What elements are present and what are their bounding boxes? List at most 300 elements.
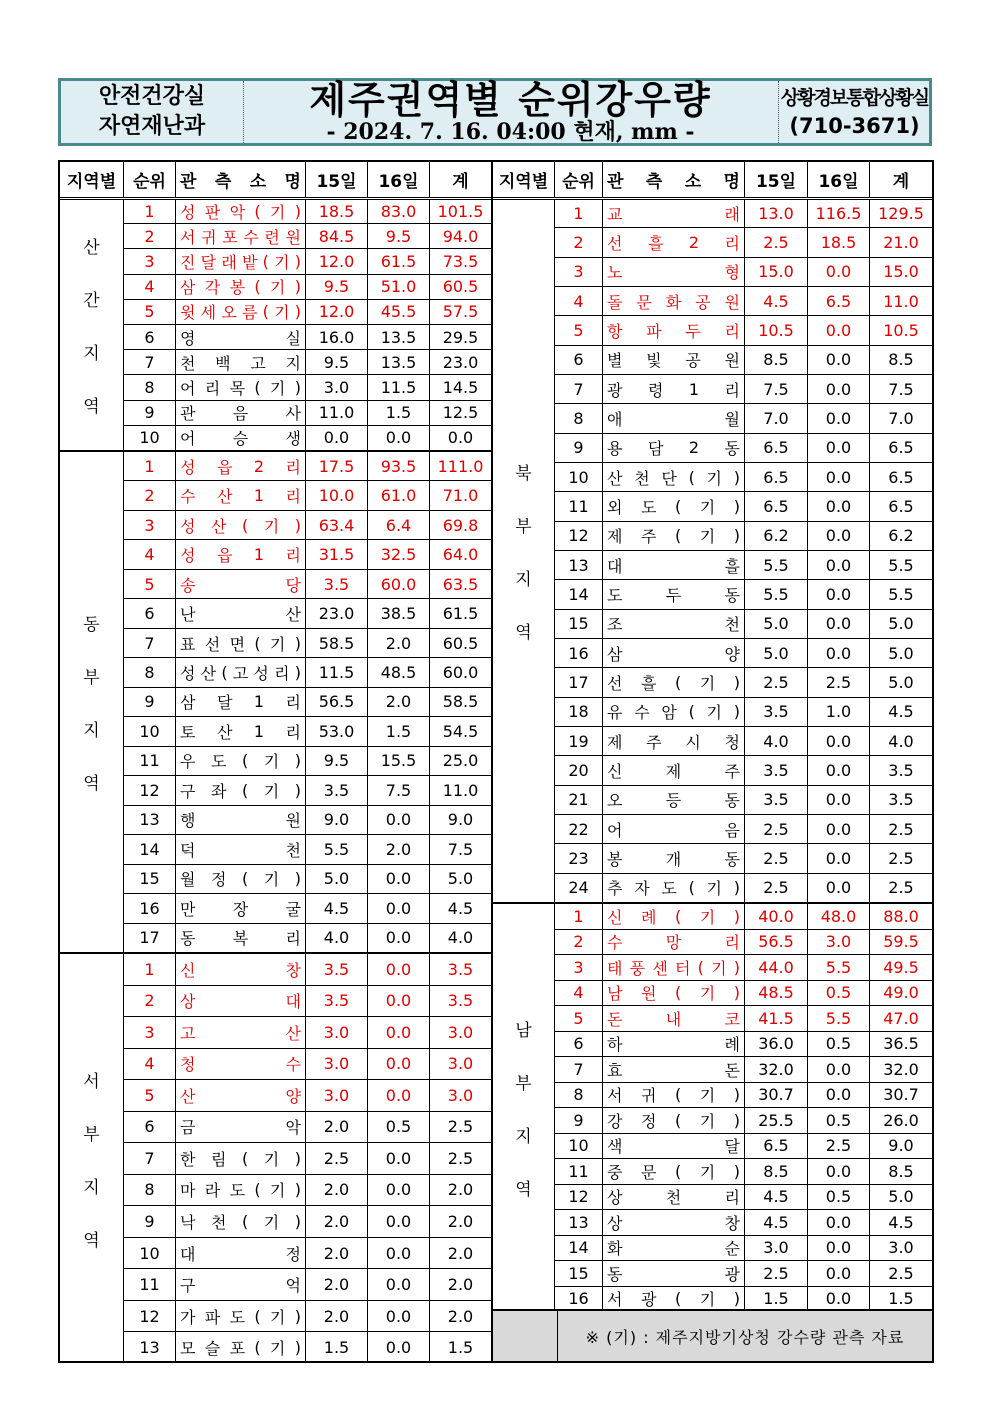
total-cell: 3.0: [447, 1085, 474, 1105]
day15-cell: 18.5: [306, 199, 368, 223]
header-region-label: 지역별: [66, 172, 117, 192]
total-cell: 6.5: [888, 467, 914, 487]
station-name-char: 담: [647, 439, 664, 459]
day16-cell: 0.0: [368, 806, 430, 834]
day15-cell: 10.5: [745, 316, 808, 344]
station-name-char: (: [674, 1289, 682, 1309]
day15-cell: 5.0: [745, 639, 808, 667]
total-cell: 88.0: [883, 906, 919, 926]
day15-cell: 8.5: [745, 1159, 808, 1184]
table-row: [124, 747, 491, 776]
station-name-cell: [603, 1006, 745, 1031]
header-station-char: 소: [684, 172, 702, 192]
station-name-char: 덕: [180, 840, 196, 860]
rank-cell: 2: [124, 986, 176, 1017]
rank-cell: 13: [124, 806, 176, 834]
station-name-cell: [603, 1108, 745, 1133]
station-name-cell: [603, 258, 745, 286]
table-row: [555, 955, 932, 981]
table-row: [124, 717, 491, 746]
rank-cell: 12: [124, 1301, 176, 1332]
rank-cell: 14: [555, 580, 603, 608]
day15-cell: 17.5: [306, 452, 368, 480]
station-name-char: 기: [706, 703, 722, 723]
rank-cell: 23: [555, 844, 603, 872]
station-name-char: 중: [607, 1162, 623, 1182]
header-region-label: 지역별: [498, 172, 549, 192]
day16-cell: 60.0: [368, 570, 430, 598]
day16-cell: 0.5: [808, 1185, 870, 1210]
region-char: 남: [515, 1020, 532, 1041]
station-name-char: 문: [640, 1162, 657, 1182]
page-title: 제주권역별 순위강우량: [309, 78, 712, 122]
station-name-char: (: [254, 1180, 261, 1200]
station-name-char: 광: [724, 1264, 740, 1284]
station-name-char: 자: [634, 879, 650, 899]
station-name-char: 2: [253, 456, 265, 476]
total-cell: 3.0: [888, 1238, 914, 1258]
rank-cell: 7: [124, 629, 176, 657]
total-cell: 2.5: [888, 878, 914, 898]
day15-cell: 12.0: [306, 300, 368, 324]
station-name-char: 리: [724, 1188, 740, 1208]
rank-cell: 14: [555, 1236, 603, 1261]
rank-cell: 10: [555, 463, 603, 491]
station-name-cell: [603, 844, 745, 872]
department-box: [61, 81, 244, 143]
day16-cell: 1.5: [368, 717, 430, 745]
table-row: [555, 639, 932, 668]
station-name-char: 당: [285, 575, 301, 595]
header-station-char: 관: [180, 172, 197, 192]
table-row: [555, 610, 932, 639]
day15-cell: 31.5: [306, 540, 368, 568]
header-day16: [808, 162, 870, 197]
station-name-char: 천: [634, 468, 650, 488]
total-cell: 1.5: [888, 1289, 914, 1309]
day16-cell: 51.0: [368, 275, 430, 299]
station-name-char: 흘: [647, 233, 664, 253]
rank-cell: 7: [555, 1057, 603, 1082]
station-name-char: 서: [607, 1290, 623, 1310]
day15-cell: 3.5: [306, 986, 368, 1017]
station-name-char: 동: [724, 849, 740, 869]
station-name-char: 도: [607, 585, 623, 605]
total-cell: 14.5: [442, 378, 479, 398]
rank-cell: 17: [124, 924, 176, 952]
table-row: [555, 756, 932, 785]
station-name-cell: [176, 894, 306, 922]
total-cell: 58.5: [442, 692, 479, 712]
station-name-char: 시: [685, 732, 701, 752]
rank-cell: 5: [124, 300, 176, 324]
station-name-char: (: [241, 1212, 249, 1232]
day16-cell: 0.0: [808, 874, 870, 902]
station-name-cell: [603, 463, 745, 491]
header-station-char: 명: [723, 172, 740, 192]
station-name-cell: [603, 522, 745, 550]
day16-cell: 13.5: [368, 325, 430, 349]
day16-cell: 83.0: [368, 199, 430, 223]
rank-cell: 8: [555, 404, 603, 432]
station-name-char: 개: [665, 849, 682, 869]
total-cell: 5.0: [888, 672, 914, 692]
rank-cell: 8: [124, 1175, 176, 1206]
day15-cell: 32.0: [745, 1057, 808, 1082]
station-name-char: 령: [647, 380, 664, 400]
day16-cell: 0.0: [808, 551, 870, 579]
day16-cell: 0.5: [808, 981, 870, 1006]
station-name-char: (: [688, 702, 695, 722]
table-row: [124, 835, 491, 864]
station-name-char: 1: [253, 692, 265, 712]
station-name-char: (: [262, 252, 269, 271]
station-name-char: ): [294, 1212, 301, 1232]
day15-cell: 9.5: [306, 350, 368, 374]
table-row: [124, 1238, 491, 1270]
station-name-char: 강: [607, 1111, 623, 1131]
station-name-char: 리: [274, 664, 290, 684]
rank-cell: 6: [124, 325, 176, 349]
station-name-cell: [176, 806, 306, 834]
region-char: 산: [83, 237, 100, 258]
total-cell: 71.0: [442, 486, 479, 506]
station-name-char: 례: [724, 1035, 740, 1055]
station-name-cell: [603, 346, 745, 374]
station-name-char: 포: [222, 227, 238, 247]
table-row: [555, 287, 932, 316]
total-cell: 3.5: [888, 760, 914, 780]
station-name-char: ): [294, 515, 301, 535]
rank-cell: 2: [124, 224, 176, 248]
station-name-cell: [176, 629, 306, 657]
total-cell: 5.5: [888, 584, 914, 604]
rank-cell: 9: [124, 1206, 176, 1237]
station-name-char: 밭: [241, 253, 258, 272]
station-name-char: 성: [180, 516, 196, 536]
day16-cell: 0.0: [368, 426, 430, 450]
department-line2: 자연재난과: [98, 114, 206, 139]
rank-cell: 2: [555, 930, 603, 955]
table-row: [124, 629, 491, 658]
station-name-cell: [176, 325, 306, 349]
station-name-cell: [176, 835, 306, 863]
day15-cell: 4.0: [306, 924, 368, 952]
rank-cell: 10: [124, 1238, 176, 1269]
rank-cell: 16: [555, 639, 603, 667]
station-name-char: 리: [724, 933, 740, 953]
station-name-char: 광: [607, 380, 623, 400]
station-name-cell: [603, 639, 745, 667]
station-name-char: (: [674, 672, 682, 692]
header-station-char: 측: [214, 172, 232, 192]
station-name-char: ): [294, 869, 301, 889]
station-name-cell: [176, 1017, 306, 1048]
total-cell: 47.0: [883, 1008, 919, 1028]
day16-cell: 1.0: [808, 698, 870, 726]
total-cell: 2.5: [447, 1117, 474, 1137]
table-row: [124, 1017, 491, 1049]
table-row: [124, 570, 491, 599]
station-name-char: 산: [216, 487, 233, 507]
total-cell: 26.0: [883, 1110, 919, 1130]
station-name-cell: [176, 1049, 306, 1080]
station-name-char: 주: [640, 527, 657, 547]
station-name-char: (: [674, 983, 682, 1003]
station-name-char: 우: [180, 752, 196, 772]
station-name-char: (: [241, 1148, 249, 1168]
station-name-char: 사: [285, 404, 301, 424]
station-name-cell: [176, 717, 306, 745]
station-name-char: 주: [724, 761, 740, 781]
day15-cell: 56.5: [745, 930, 808, 955]
total-cell: 64.0: [442, 545, 479, 565]
station-name-char: 기: [699, 907, 716, 927]
header-rank: [555, 162, 603, 197]
day16-cell: 0.5: [808, 1108, 870, 1133]
rank-cell: 1: [124, 954, 176, 985]
station-name-char: 기: [706, 879, 722, 899]
day15-cell: 7.0: [745, 404, 808, 432]
day15-cell: 2.5: [745, 844, 808, 872]
day16-cell: 0.0: [808, 1261, 870, 1286]
day16-cell: 0.0: [808, 727, 870, 755]
day16-cell: 48.5: [368, 658, 430, 686]
station-name-cell: [603, 668, 745, 696]
table-row: [555, 930, 932, 956]
station-name-char: 천: [210, 1213, 227, 1233]
rank-cell: 13: [124, 1332, 176, 1363]
region-group: [60, 199, 491, 452]
station-name-char: 망: [665, 933, 682, 953]
rank-cell: 5: [124, 570, 176, 598]
table-row: [124, 540, 491, 569]
total-cell: 2.5: [888, 848, 914, 868]
station-name-char: 송: [180, 575, 196, 595]
table-row: [124, 300, 491, 325]
day16-cell: 0.0: [808, 844, 870, 872]
total-cell: 60.5: [442, 633, 479, 653]
day15-cell: 3.0: [306, 375, 368, 399]
rank-cell: 2: [124, 481, 176, 509]
total-cell: 101.5: [437, 201, 484, 221]
office-phone: (710-3671): [789, 114, 920, 138]
rank-cell: 1: [555, 199, 603, 227]
station-name-char: 화: [665, 292, 682, 312]
station-name-char: 동: [180, 929, 196, 949]
station-name-cell: [176, 275, 306, 299]
total-cell: 2.5: [888, 819, 914, 839]
station-name-char: 승: [232, 429, 249, 449]
table-row: [124, 954, 491, 986]
table-row: [555, 522, 932, 551]
station-name-char: (: [254, 1338, 261, 1358]
total-cell: 7.5: [447, 839, 474, 859]
station-name-char: (: [241, 751, 249, 771]
total-cell: 2.0: [447, 1212, 474, 1232]
station-name-char: 달: [200, 253, 217, 272]
station-name-char: ): [733, 1161, 740, 1181]
station-name-char: 단: [661, 468, 677, 488]
day15-cell: 4.5: [745, 1185, 808, 1210]
station-name-cell: [176, 570, 306, 598]
table-row: [555, 434, 932, 463]
station-name-cell: [176, 199, 306, 223]
total-cell: 2.0: [447, 1306, 474, 1326]
station-name-char: 리: [285, 457, 301, 477]
rank-cell: 13: [555, 551, 603, 579]
table-row: [555, 316, 932, 345]
station-name-char: 상: [607, 1188, 623, 1208]
station-name-char: 도: [229, 1181, 246, 1201]
day15-cell: 12.0: [306, 249, 368, 273]
header-total-label: 계: [892, 172, 910, 192]
station-name-char: 난: [180, 605, 196, 625]
rank-cell: 19: [555, 727, 603, 755]
table-row: [555, 698, 932, 727]
station-name-char: 원: [724, 292, 740, 312]
station-name-cell: [603, 904, 745, 929]
day16-cell: 0.0: [368, 1143, 430, 1174]
total-cell: 5.0: [888, 614, 914, 634]
day15-cell: 3.0: [306, 1049, 368, 1080]
total-cell: 49.5: [883, 957, 919, 977]
station-name-char: 월: [724, 409, 740, 429]
region-char: 부: [515, 516, 532, 537]
total-cell: 0.0: [447, 428, 474, 448]
region-group: [493, 904, 932, 1313]
station-name-char: 센: [652, 958, 668, 978]
station-name-char: 림: [210, 1149, 227, 1169]
station-name-cell: [176, 776, 306, 804]
day15-cell: 2.0: [306, 1238, 368, 1269]
station-name-char: 기: [699, 1111, 716, 1131]
station-name-char: 양: [285, 1086, 301, 1106]
day16-cell: 1.5: [368, 401, 430, 425]
total-cell: 5.0: [447, 869, 474, 889]
footnote-blank-cell: [493, 1311, 558, 1361]
rank-cell: 3: [124, 249, 176, 273]
table-row: [124, 375, 491, 400]
station-name-char: 동: [607, 1264, 623, 1284]
station-name-char: 1: [253, 486, 265, 506]
station-name-char: 기: [263, 1213, 280, 1233]
station-name-cell: [603, 1185, 745, 1210]
station-name-char: 기: [699, 527, 716, 547]
total-cell: 6.2: [888, 526, 914, 546]
table-header-row: [493, 162, 932, 200]
station-name-char: 만: [180, 899, 196, 919]
day15-cell: 5.5: [745, 580, 808, 608]
station-rows: [124, 199, 491, 450]
station-name-char: 기: [263, 781, 280, 801]
station-name-char: ): [294, 633, 301, 653]
station-name-cell: [176, 688, 306, 716]
table-row: [124, 924, 491, 952]
day16-cell: 0.0: [808, 815, 870, 843]
day15-cell: 2.0: [306, 1112, 368, 1143]
station-name-char: 리: [285, 929, 301, 949]
station-name-char: 항: [607, 321, 623, 341]
day15-cell: 84.5: [306, 224, 368, 248]
region-char: 부: [515, 1073, 532, 1094]
day15-cell: 5.0: [306, 865, 368, 893]
header-station-char: 측: [645, 172, 663, 192]
station-name-char: 효: [607, 1060, 623, 1080]
rank-cell: 16: [124, 894, 176, 922]
table-body: [60, 199, 491, 1361]
day15-cell: 48.5: [745, 981, 808, 1006]
total-cell: 30.7: [883, 1085, 919, 1105]
station-name-char: 공: [695, 292, 711, 312]
total-cell: 4.5: [447, 898, 474, 918]
region-label: [60, 954, 124, 1363]
station-name-char: 기: [699, 1086, 716, 1106]
day16-cell: 0.0: [808, 1210, 870, 1235]
station-name-char: 동: [724, 439, 740, 459]
rank-cell: 12: [124, 776, 176, 804]
total-cell: 5.0: [888, 643, 914, 663]
station-name-char: 산: [200, 664, 217, 684]
station-name-char: 유: [607, 703, 623, 723]
station-name-char: 파: [646, 321, 662, 341]
total-cell: 59.5: [883, 932, 919, 952]
station-name-char: 귀: [640, 1086, 657, 1106]
total-cell: 2.0: [447, 1275, 474, 1295]
station-name-char: 목: [229, 379, 246, 399]
station-name-char: 성: [253, 664, 269, 684]
total-cell: 6.5: [888, 496, 914, 516]
table-row: [124, 688, 491, 717]
station-name-cell: [176, 350, 306, 374]
station-name-char: 화: [607, 1239, 623, 1259]
station-name-char: 리: [285, 546, 301, 566]
station-name-cell: [176, 658, 306, 686]
total-cell: 94.0: [442, 226, 479, 246]
station-name-cell: [603, 698, 745, 726]
station-name-char: 어: [180, 429, 196, 449]
header-total: [870, 162, 932, 197]
table-row: [555, 1134, 932, 1160]
day15-cell: 2.5: [745, 228, 808, 256]
station-name-char: 읍: [216, 457, 233, 477]
station-name-char: 산: [285, 605, 301, 625]
total-cell: 9.0: [888, 1136, 914, 1156]
station-name-char: (: [254, 277, 261, 297]
station-name-char: 2: [688, 232, 700, 252]
station-name-cell: [176, 747, 306, 775]
station-name-char: 구: [180, 781, 196, 801]
total-cell: 8.5: [888, 350, 914, 370]
day15-cell: 2.0: [306, 1175, 368, 1206]
day16-cell: 0.0: [808, 522, 870, 550]
station-name-char: 창: [285, 960, 301, 980]
station-name-char: (: [254, 201, 261, 221]
total-cell: 4.0: [447, 928, 474, 948]
total-cell: 60.0: [442, 663, 479, 683]
footnote-row: [493, 1309, 932, 1361]
region-char: 서: [83, 1071, 100, 1092]
station-name-char: 동: [724, 585, 740, 605]
station-name-cell: [176, 924, 306, 952]
station-rows: [124, 452, 491, 952]
station-name-char: 추: [607, 879, 623, 899]
day15-cell: 6.5: [745, 492, 808, 520]
station-name-char: 영: [180, 328, 196, 348]
table-row: [555, 815, 932, 844]
station-name-char: 달: [724, 1137, 740, 1157]
day15-cell: 11.0: [306, 401, 368, 425]
